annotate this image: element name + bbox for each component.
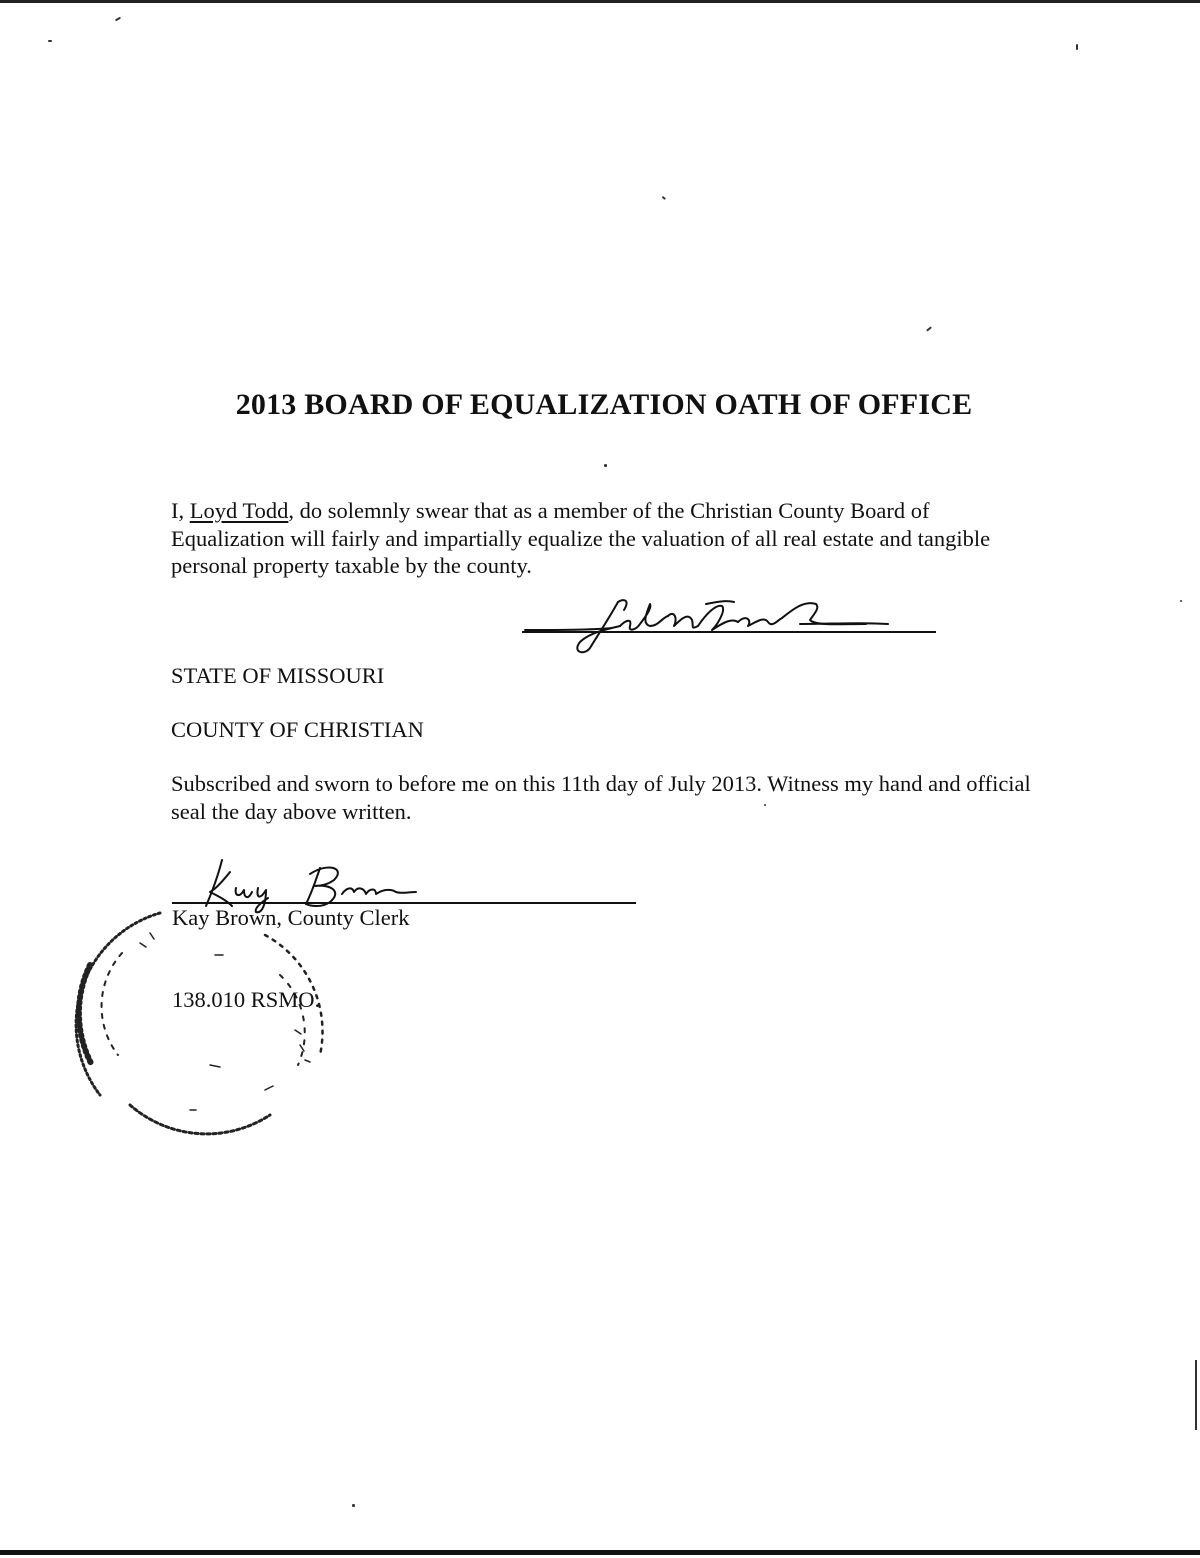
county-seal-stamp [70, 905, 340, 1145]
scan-speck [1180, 600, 1182, 602]
subscribed-paragraph: Subscribed and sworn to before me on this 11th day of July 2013. Witness my hand and official seal the day above written. [171, 771, 1031, 824]
scan-edge-top [0, 0, 1200, 3]
county-line: COUNTY OF CHRISTIAN [171, 717, 424, 742]
member-signature-line [522, 631, 936, 633]
statute-reference: 138.010 RSMO. [172, 987, 321, 1012]
scan-speck [115, 17, 121, 22]
member-signature [520, 590, 900, 660]
oath-prefix: I, [171, 498, 190, 523]
scan-speck [662, 196, 666, 200]
scan-speck [604, 464, 607, 467]
document-title: 2013 BOARD OF EQUALIZATION OATH OF OFFICE [235, 388, 973, 421]
state-line: STATE OF MISSOURI [171, 663, 385, 688]
scan-speck [48, 40, 52, 42]
scan-speck [352, 1504, 355, 1507]
clerk-name-title: Kay Brown, County Clerk [172, 905, 410, 930]
scan-edge-right [1195, 1360, 1197, 1430]
scan-edge-bottom [0, 1550, 1200, 1555]
oath-paragraph [171, 497, 1031, 580]
oath-member-name: Loyd Todd [189, 498, 289, 523]
oath-text: , do solemnly swear that as a member of the Christian County Board of Equalization will fairly and impartially equalize the valuation of all real estate and tangible personal property taxable by the county. [171, 498, 991, 578]
scan-speck [926, 326, 932, 331]
scan-speck [1076, 44, 1078, 50]
